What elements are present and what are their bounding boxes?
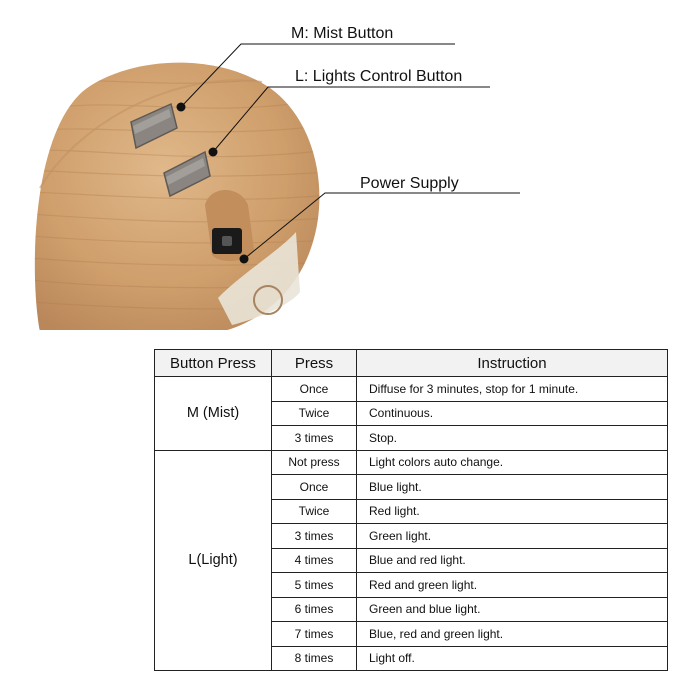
press-cell: 6 times bbox=[272, 597, 357, 622]
instruction-cell: Stop. bbox=[357, 426, 668, 451]
table-header-row bbox=[155, 350, 668, 377]
instruction-cell: Light colors auto change. bbox=[357, 450, 668, 475]
diffuser-base-image bbox=[0, 0, 700, 330]
press-cell: Twice bbox=[272, 499, 357, 524]
press-cell: Not press bbox=[272, 450, 357, 475]
group-mist: M (Mist) bbox=[155, 377, 272, 451]
instruction-cell: Green and blue light. bbox=[357, 597, 668, 622]
instruction-cell: Blue and red light. bbox=[357, 548, 668, 573]
table-row bbox=[155, 377, 668, 402]
callout-mist-label: M: Mist Button bbox=[291, 25, 394, 42]
header-instruction: Instruction bbox=[357, 350, 668, 377]
instruction-cell: Red light. bbox=[357, 499, 668, 524]
callout-power-label: Power Supply bbox=[360, 175, 459, 192]
instruction-cell: Blue light. bbox=[357, 475, 668, 500]
header-button-press: Button Press bbox=[155, 350, 272, 377]
instruction-table bbox=[154, 349, 668, 671]
header-press: Press bbox=[272, 350, 357, 377]
press-cell: 3 times bbox=[272, 426, 357, 451]
group-light: L(Light) bbox=[155, 450, 272, 671]
instruction-cell: Diffuse for 3 minutes, stop for 1 minute. bbox=[357, 377, 668, 402]
callout-lights-label: L: Lights Control Button bbox=[295, 68, 463, 85]
instruction-cell: Green light. bbox=[357, 524, 668, 549]
instruction-cell: Blue, red and green light. bbox=[357, 622, 668, 647]
press-cell: 8 times bbox=[272, 646, 357, 671]
product-figure bbox=[0, 0, 700, 330]
press-cell: Once bbox=[272, 377, 357, 402]
instruction-cell: Red and green light. bbox=[357, 573, 668, 598]
table-row bbox=[155, 450, 668, 475]
instruction-cell: Light off. bbox=[357, 646, 668, 671]
press-cell: Twice bbox=[272, 401, 357, 426]
press-cell: 5 times bbox=[272, 573, 357, 598]
instruction-cell: Continuous. bbox=[357, 401, 668, 426]
press-cell: 4 times bbox=[272, 548, 357, 573]
press-cell: Once bbox=[272, 475, 357, 500]
press-cell: 3 times bbox=[272, 524, 357, 549]
press-cell: 7 times bbox=[272, 622, 357, 647]
